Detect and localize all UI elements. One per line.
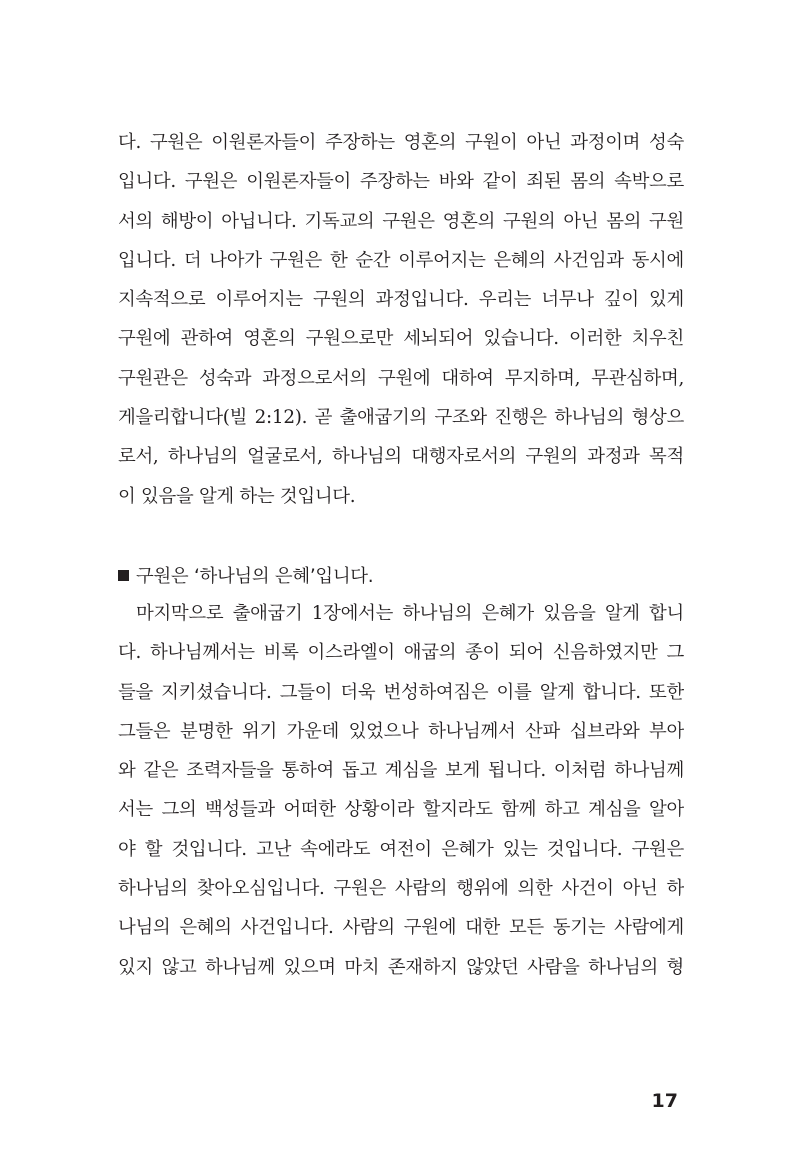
text-line: 이 있음을 알게 하는 것입니다.: [118, 485, 356, 507]
text-line: 다. 하나님께서는 비록 이스라엘이 애굽의 종이 되어 신음하였지만 그: [118, 642, 684, 664]
text-line: 야 할 것입니다. 고난 속에라도 여전이 은혜가 있는 것입니다. 구원은: [118, 838, 684, 860]
text-line: 있지 않고 하나님께 있으며 마치 존재하지 않았던 사람을 하나님의 형: [118, 956, 684, 978]
body-paragraph: [118, 123, 684, 516]
text-line: 들을 지키셨습니다. 그들이 더욱 번성하여짐은 이를 알게 합니다. 또한: [118, 681, 684, 703]
text-line: 입니다. 더 나아가 구원은 한 순간 이루어지는 은혜의 사건임과 동시에: [118, 249, 684, 271]
text-line: 로서, 하나님의 얼굴로서, 하나님의 대행자로서의 구원의 과정과 목적: [118, 446, 684, 468]
text-line: 구원관은 성숙과 과정으로서의 구원에 대하여 무지하며, 무관심하며,: [118, 367, 684, 389]
section-heading: [118, 559, 373, 595]
text-line: 하나님의 찾아오심입니다. 구원은 사람의 행위에 의한 사건이 아닌 하: [118, 878, 684, 900]
body-paragraph: [118, 594, 684, 987]
text-line: 마지막으로 출애굽기 1장에서는 하나님의 은혜가 있음을 알게 합니: [136, 603, 684, 624]
section-heading-text: 구원은 ‘하나님의 은혜’입니다.: [136, 566, 374, 587]
text-line: 구원에 관하여 영혼의 구원으로만 세뇌되어 있습니다. 이러한 치우친: [118, 328, 684, 350]
text-line: 지속적으로 이루어지는 구원의 과정입니다. 우리는 너무나 깊이 있게: [118, 289, 684, 311]
square-bullet-icon: [118, 570, 129, 581]
text-line: 서의 해방이 아닙니다. 기독교의 구원은 영혼의 구원의 아닌 몸의 구원: [118, 210, 684, 232]
text-line: 그들은 분명한 위기 가운데 있었으나 하나님께서 산파 십브라와 부아: [118, 720, 684, 742]
text-line: 서는 그의 백성들과 어떠한 상황이라 할지라도 함께 하고 계심을 알아: [118, 799, 684, 821]
text-line: 와 같은 조력자들을 통하여 돕고 계심을 보게 됩니다. 이처럼 하나님께: [118, 760, 684, 782]
text-line: 다. 구원은 이원론자들이 주장하는 영혼의 구원이 아닌 과정이며 성숙: [118, 132, 684, 153]
page-number: 17: [651, 1090, 678, 1112]
text-line: 나님의 은혜의 사건입니다. 사람의 구원에 대한 모든 동기는 사람에게: [118, 917, 684, 939]
text-line: 입니다. 구원은 이원론자들이 주장하는 바와 같이 죄된 몸의 속박으로: [118, 171, 684, 193]
text-line: 게을리합니다(빌 2:12). 곧 출애굽기의 구조와 진행은 하나님의 형상으: [118, 407, 684, 429]
